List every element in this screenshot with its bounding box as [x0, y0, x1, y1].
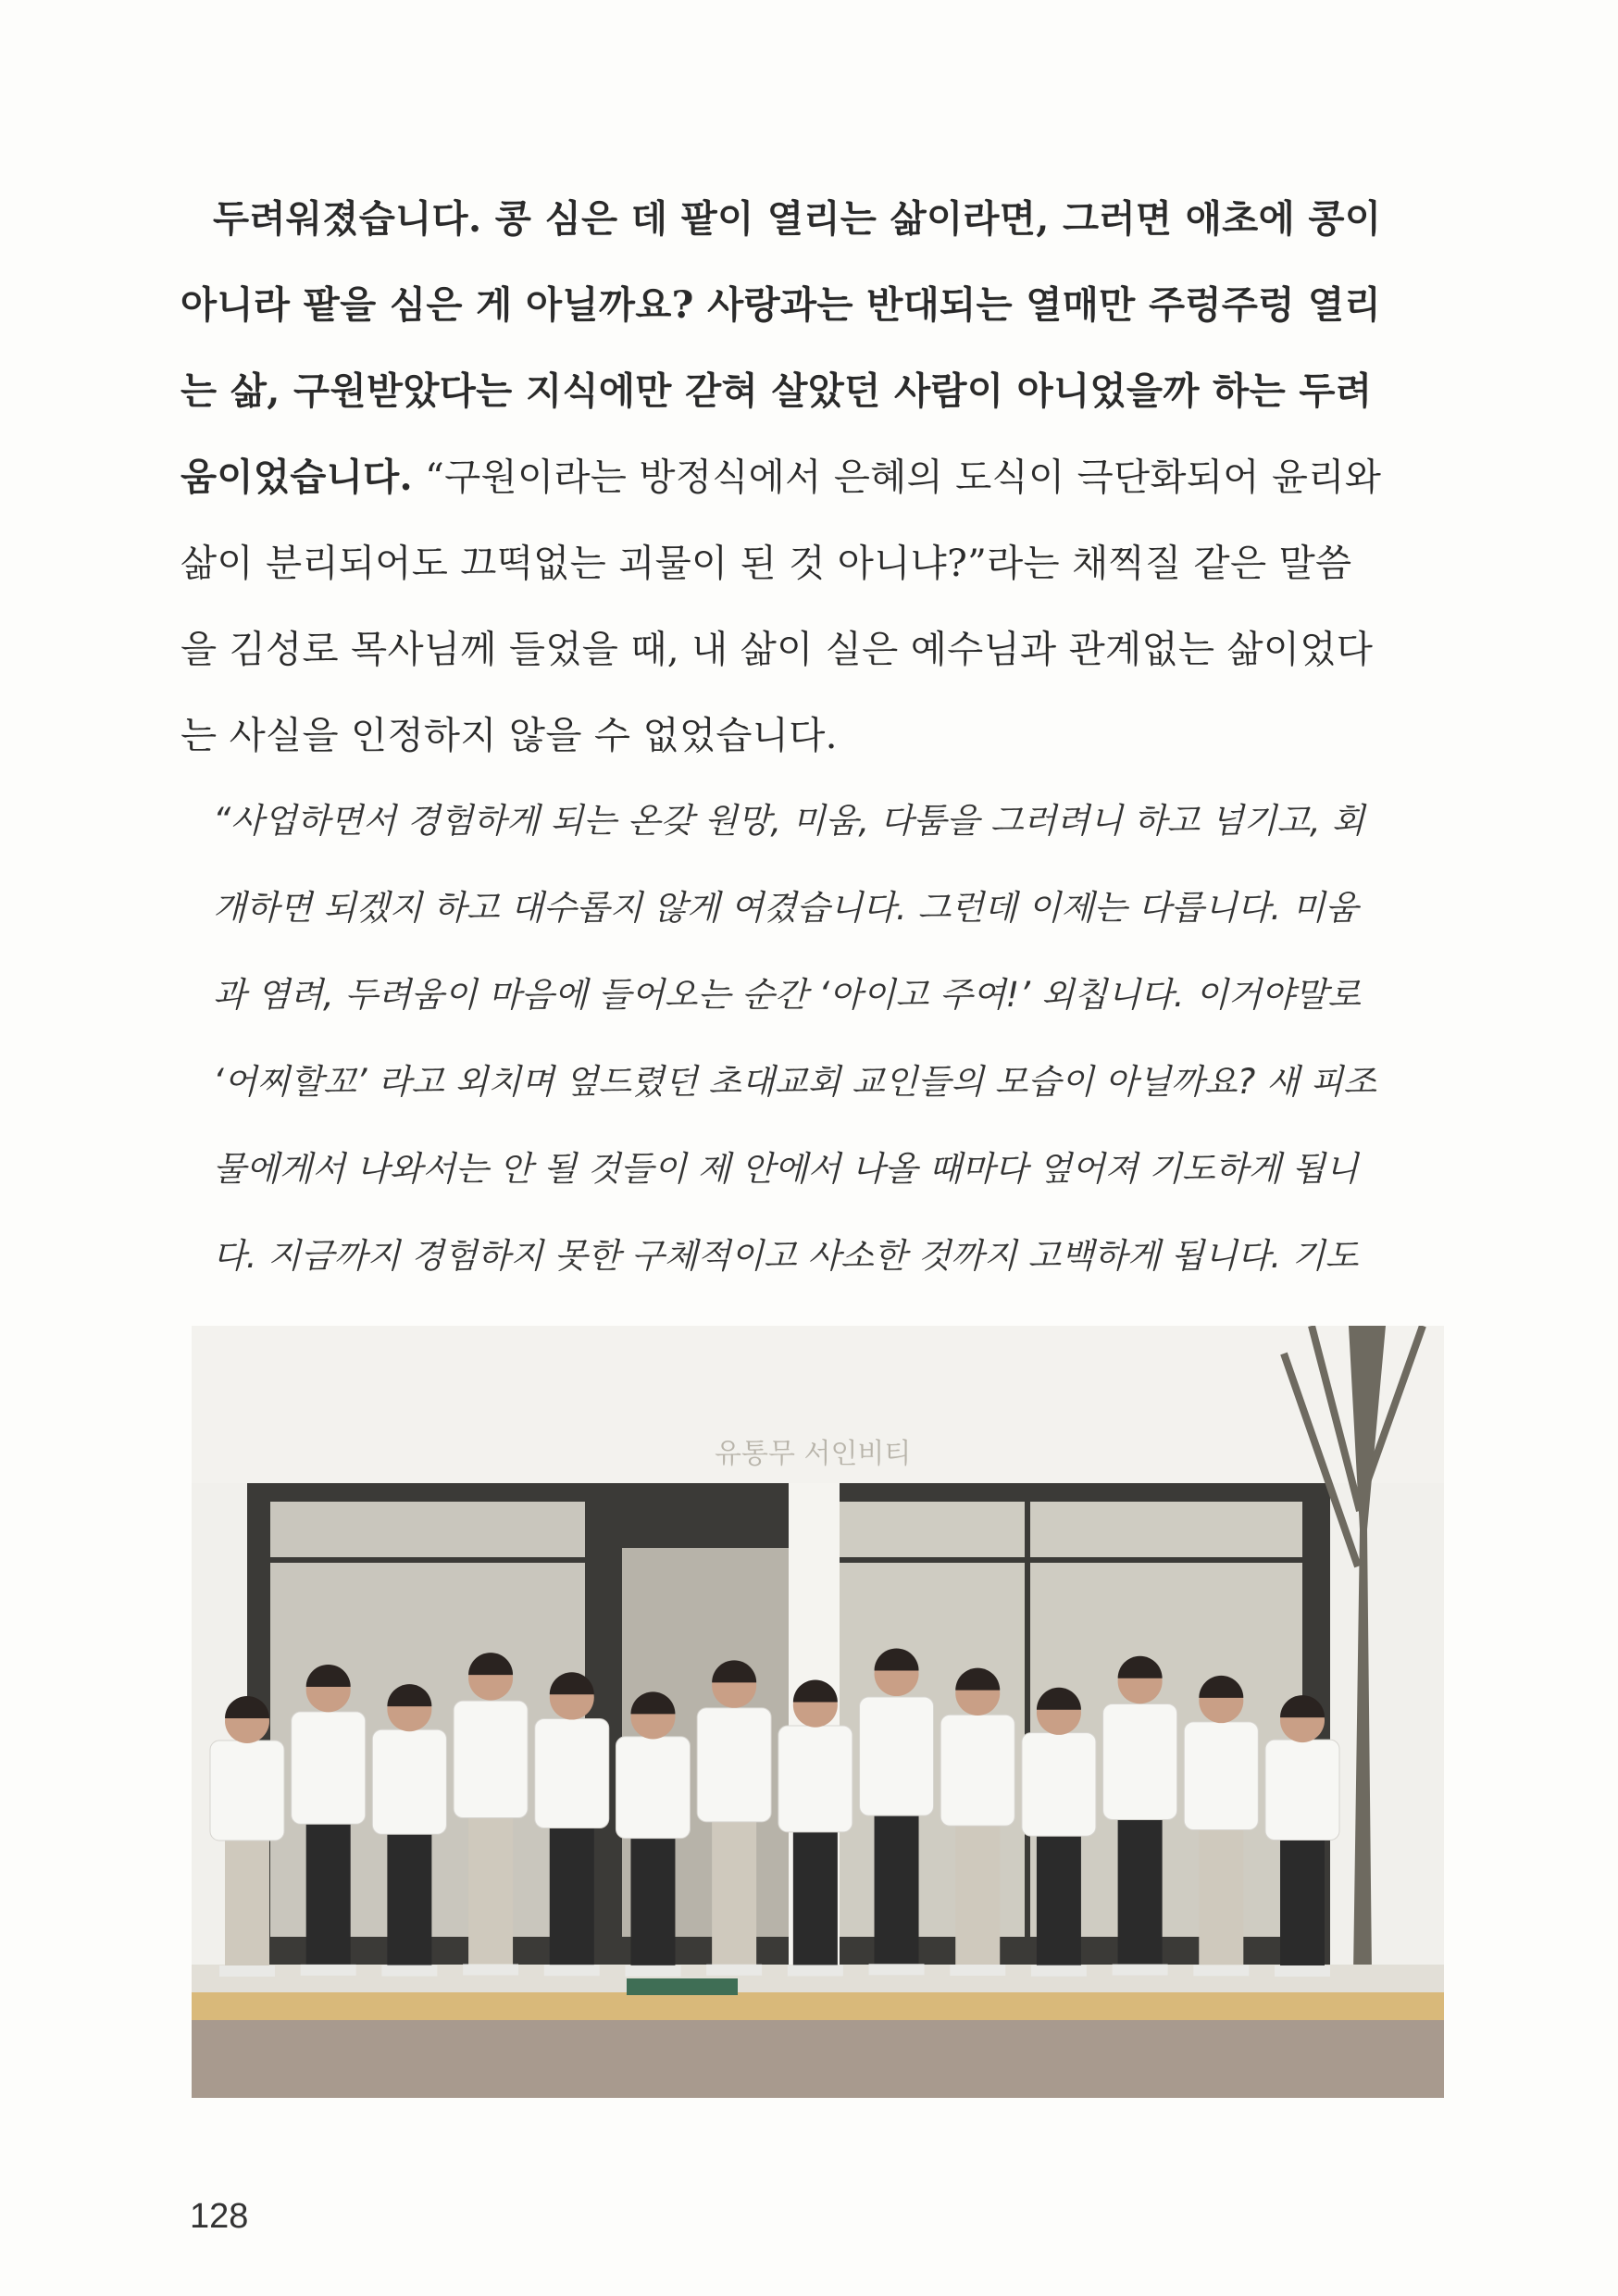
group-photo: [192, 1326, 1444, 2098]
quote-line: “사업하면서 경험하게 되는 온갖 원망, 미움, 다툼을 그러려니 하고 넘기고, 회: [213, 801, 1365, 841]
paragraph-line: 는 사실을 인정하지 않을 수 없었습니다.: [180, 713, 838, 757]
quote-line: 개하면 되겠지 하고 대수롭지 않게 여겼습니다. 그런데 이제는 다릅니다. 미움: [213, 888, 1359, 928]
paragraph-line: 아니라 팥을 심은 게 아닐까요? 사랑과는 반대되는 열매만 주렁주렁 열리: [180, 282, 1381, 327]
quote-line: 과 염려, 두려움이 마음에 들어오는 순간 ‘아이고 주여!’ 외칩니다. 이거야말로: [213, 975, 1361, 1015]
paragraph-line: 을 김성로 목사님께 들었을 때, 내 삶이 실은 예수님과 관계없는 삶이었다: [180, 627, 1374, 671]
paragraph-line: 삶이 분리되어도 끄떡없는 괴물이 된 것 아니냐?”라는 채찍질 같은 말씀: [180, 541, 1352, 585]
handwritten-quote: [213, 778, 1444, 1300]
quote-line: 물에게서 나와서는 안 될 것들이 제 안에서 나올 때마다 엎어져 기도하게 됩니: [213, 1149, 1359, 1189]
shop-sign-text: 유통무 서인비티: [715, 1438, 912, 1470]
paragraph-line: 는 삶, 구원받았다는 지식에만 갇혀 살았던 사람이 아니었을까 하는 두려: [180, 368, 1373, 413]
paragraph-line: 두려워졌습니다. 콩 심은 데 팥이 열리는 삶이라면, 그러면 애초에 콩이: [213, 196, 1382, 241]
quote-line: 다. 지금까지 경험하지 못한 구체적이고 사소한 것까지 고백하게 됩니다. 기도: [213, 1236, 1359, 1276]
paragraph-line: 움이었습니다. “구원이라는 방정식에서 은혜의 도식이 극단화되어 윤리와: [180, 455, 1382, 499]
page-number: 128: [190, 2197, 249, 2236]
quote-line: ‘어찌할꼬’ 라고 외치며 엎드렸던 초대교회 교인들의 모습이 아닐까요? 새 피조: [213, 1062, 1377, 1102]
body-paragraph: [180, 176, 1444, 779]
